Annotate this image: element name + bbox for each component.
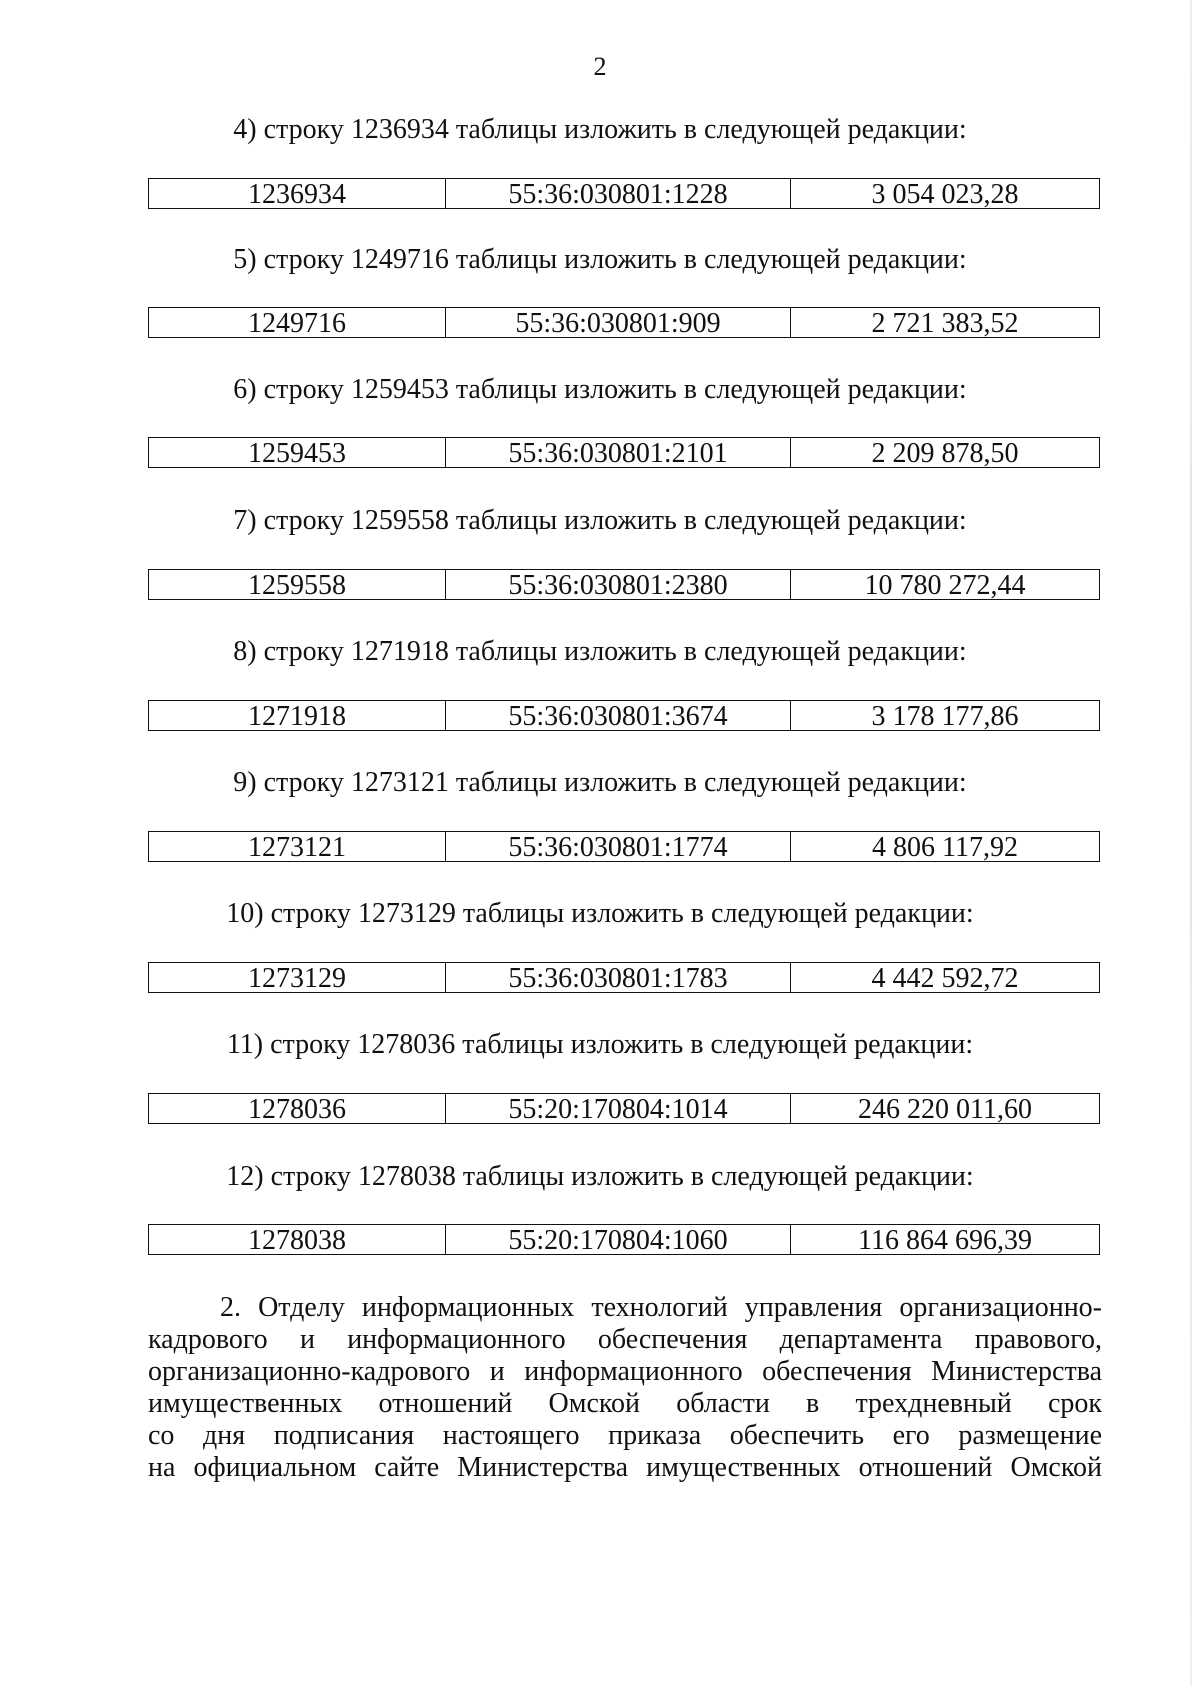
cadastral-number-cell: 55:20:170804:1014 <box>446 1094 791 1123</box>
cadastral-number-cell: 55:36:030801:1783 <box>446 963 791 992</box>
cadastral-number-cell: 55:36:030801:2101 <box>446 438 791 467</box>
table-row <box>148 831 1100 862</box>
table-row <box>148 1224 1100 1255</box>
body-paragraph <box>148 1292 1102 1484</box>
row-number-cell: 1273129 <box>149 963 446 992</box>
table-row <box>148 700 1100 731</box>
paragraph-line: 2. Отделу информационных технологий управления организационно- <box>220 1292 1102 1323</box>
value-cell: 3 178 177,86 <box>871 700 1019 732</box>
row-number-cell: 1271918 <box>149 701 446 730</box>
row-number-cell: 1273121 <box>149 832 446 861</box>
cadastral-number-cell: 55:20:170804:1060 <box>446 1225 791 1254</box>
paragraph-line: со дня подписания настоящего приказа обеспечить его размещение <box>148 1420 1102 1451</box>
item-heading: 5) строку 1249716 таблицы изложить в следующей редакции: <box>233 244 967 275</box>
item-heading: 10) строку 1273129 таблицы изложить в следующей редакции: <box>226 898 974 929</box>
table-row <box>148 178 1100 209</box>
cadastral-number-cell: 55:36:030801:909 <box>446 308 791 337</box>
item-heading: 11) строку 1278036 таблицы изложить в следующей редакции: <box>226 1029 974 1060</box>
value-cell: 246 220 011,60 <box>858 1093 1032 1125</box>
row-number-cell: 1249716 <box>149 308 446 337</box>
value-cell: 2 209 878,50 <box>871 437 1019 469</box>
cadastral-number-cell: 55:36:030801:3674 <box>446 701 791 730</box>
row-number-cell: 1259453 <box>149 438 446 467</box>
paragraph-line: организационно-кадрового и информационного обеспечения Министерства <box>148 1356 1102 1387</box>
page-number: 2 <box>593 52 607 81</box>
item-heading: 12) строку 1278038 таблицы изложить в следующей редакции: <box>226 1161 974 1192</box>
row-number-cell: 1278038 <box>149 1225 446 1254</box>
row-number-cell: 1259558 <box>149 570 446 599</box>
paragraph-line: имущественных отношений Омской области в трехдневный срок <box>148 1388 1102 1419</box>
table-row <box>148 1093 1100 1124</box>
item-heading: 6) строку 1259453 таблицы изложить в следующей редакции: <box>233 374 967 405</box>
table-row <box>148 437 1100 468</box>
value-cell: 3 054 023,28 <box>871 178 1019 210</box>
value-cell: 4 806 117,92 <box>872 831 1018 863</box>
row-number-cell: 1278036 <box>149 1094 446 1123</box>
value-cell: 10 780 272,44 <box>864 569 1026 601</box>
cadastral-number-cell: 55:36:030801:1774 <box>446 832 791 861</box>
table-row <box>148 307 1100 338</box>
table-row <box>148 962 1100 993</box>
item-heading: 9) строку 1273121 таблицы изложить в следующей редакции: <box>233 767 967 798</box>
value-cell: 116 864 696,39 <box>858 1224 1032 1256</box>
item-heading: 7) строку 1259558 таблицы изложить в следующей редакции: <box>233 505 967 536</box>
cadastral-number-cell: 55:36:030801:2380 <box>446 570 791 599</box>
item-heading: 8) строку 1271918 таблицы изложить в следующей редакции: <box>233 636 967 667</box>
paragraph-line: кадрового и информационного обеспечения департамента правового, <box>148 1324 1102 1355</box>
row-number-cell: 1236934 <box>149 179 446 208</box>
table-row <box>148 569 1100 600</box>
value-cell: 4 442 592,72 <box>871 962 1019 994</box>
cadastral-number-cell: 55:36:030801:1228 <box>446 179 791 208</box>
item-heading: 4) строку 1236934 таблицы изложить в следующей редакции: <box>233 114 967 145</box>
value-cell: 2 721 383,52 <box>871 307 1019 339</box>
paragraph-line: на официальном сайте Министерства имущественных отношений Омской <box>148 1452 1102 1483</box>
